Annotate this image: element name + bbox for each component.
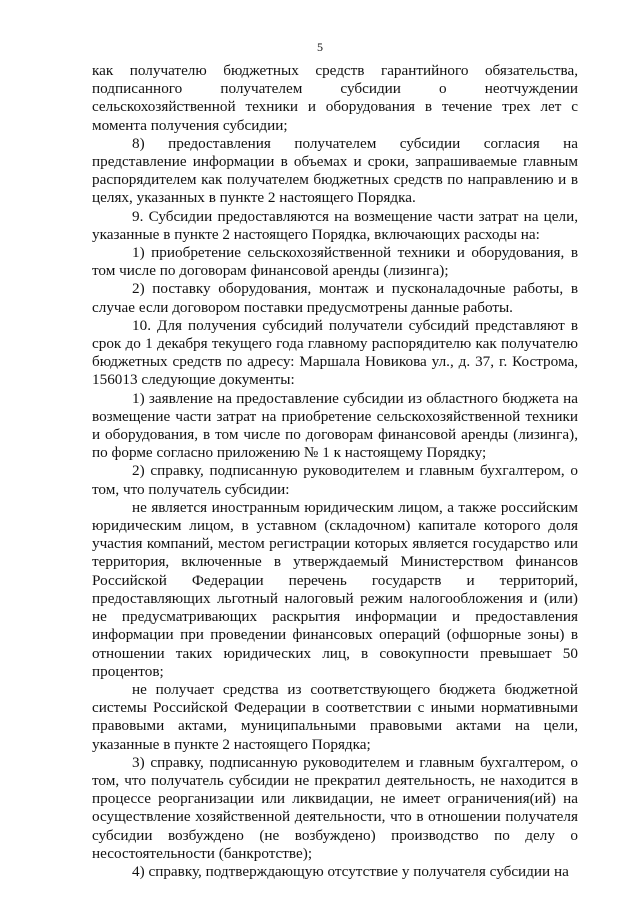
paragraph-condition-foreign-entity: не является иностранным юридическим лицом, а также российским юридическим лицом, в уставном (складочном) капитале которого доля участия компаний, местом регистрации которых является государство или территория, включенные в утверждаемый Министерством финансов Российской Федерации перечень государств и территорий, предоставляющих льготный налоговый режим налогообложения и (или) не предусматривающих раскрытия информации и предоставления информации при проведении финансовых операций (офшорные зоны) в отношении таких юридических лиц, в совокупности превышает 50 процентов; bbox=[92, 498, 578, 680]
paragraph-section-10: 10. Для получения субсидий получатели субсидий представляют в срок до 1 декабря текущего года главному распорядителю как получателю бюджетных средств по адресу: Маршала Новикова ул., д. 37, г. Кострома, 156013 следующие документы: bbox=[92, 316, 578, 389]
paragraph-section-9-item-1: 1) приобретение сельскохозяйственной техники и оборудования, в том числе по договорам финансовой аренды (лизинга); bbox=[92, 244, 578, 280]
document-body bbox=[92, 62, 578, 881]
paragraph-section-10-item-4: 4) справку, подтверждающую отсутствие у получателя субсидии на bbox=[132, 862, 569, 880]
paragraph-section-10-item-1: 1) заявление на предоставление субсидии из областного бюджета на возмещение части затрат на приобретение сельскохозяйственной техники и оборудования, в том числе по договорам финансовой аренды (лизинга), по форме согласно приложению № 1 к настоящему Порядку; bbox=[92, 389, 578, 462]
paragraph-section-9: 9. Субсидии предоставляются на возмещение части затрат на цели, указанные в пункте 2 настоящего Порядка, включающих расходы на: bbox=[92, 207, 578, 243]
paragraph-item-8: 8) предоставления получателем субсидии согласия на представление информации в объемах и сроки, запрашиваемые главным распорядителем как получателем бюджетных средств по направлению и в целях, указанных в пункте 2 настоящего Порядка. bbox=[92, 134, 578, 207]
paragraph-condition-no-other-funds: не получает средства из соответствующего бюджета бюджетной системы Российской Федерации в соответствии с иными нормативными правовыми актами, муниципальными правовыми актами на цели, указанные в пункте 2 настоящего Порядка; bbox=[92, 680, 578, 753]
paragraph-section-10-item-2: 2) справку, подписанную руководителем и главным бухгалтером, о том, что получатель субсидии: bbox=[92, 462, 578, 498]
paragraph-continuation: как получателю бюджетных средств гарантийного обязательства, подписанного получателем субсидии о неотчуждении сельскохозяйственной техники и оборудования в течение трех лет с момента получения субсидии; bbox=[92, 62, 578, 134]
page-number: 5 bbox=[317, 40, 323, 54]
paragraph-section-9-item-2: 2) поставку оборудования, монтаж и пусконаладочные работы, в случае если договором поставки предусмотрены данные работы. bbox=[92, 280, 578, 316]
paragraph-section-10-item-3: 3) справку, подписанную руководителем и главным бухгалтером, о том, что получатель субсидии не прекратил деятельность, не находится в процессе реорганизации или ликвидации, не имеет ограничения(ий) на осуществление хозяйственной деятельности, что в отношении получателя субсидии возбуждено (не возбуждено) производство по делу о несостоятельности (банкротстве); bbox=[92, 753, 578, 862]
